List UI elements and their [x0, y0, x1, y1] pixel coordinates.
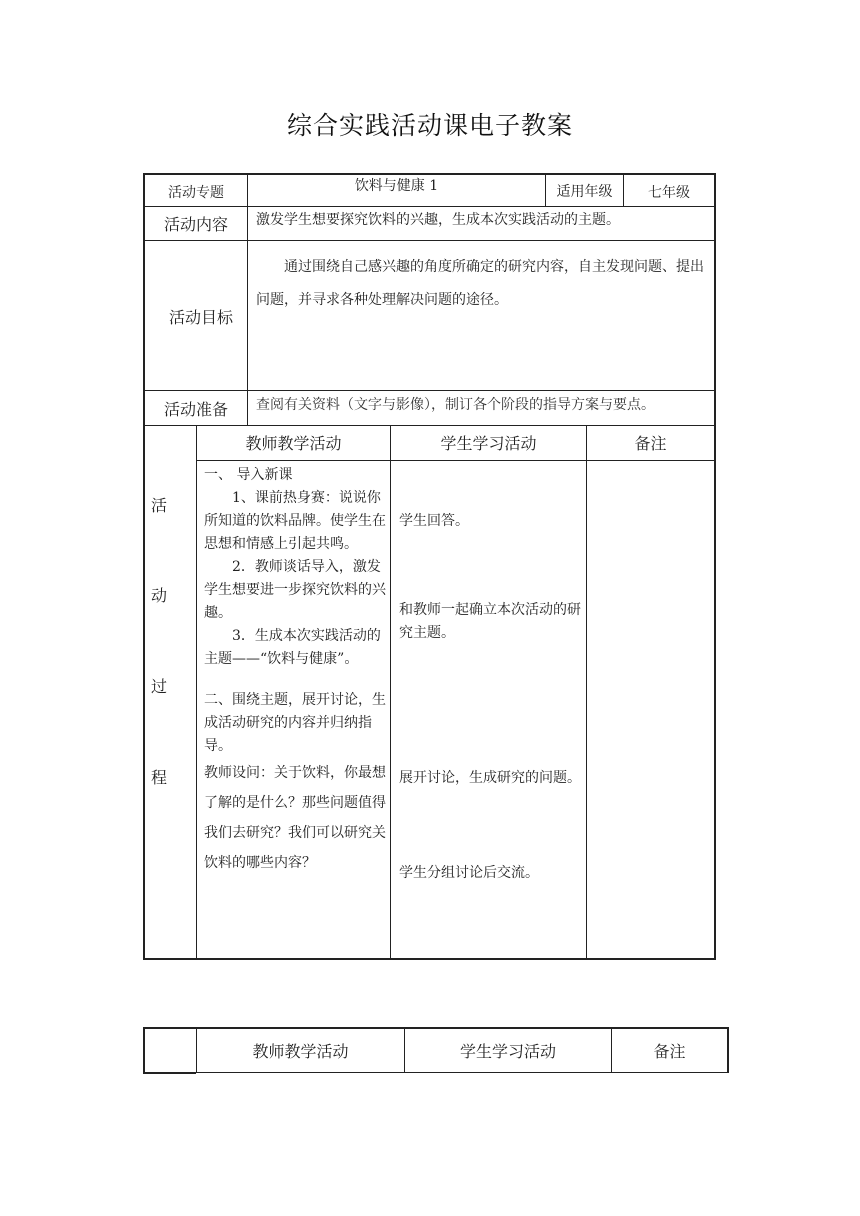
table-rule — [143, 390, 716, 391]
table-border-left — [143, 173, 145, 960]
table-border-right — [714, 173, 716, 960]
table-rule — [143, 240, 716, 241]
list-item: 教师设问：关于饮料，你最想了解的是什么？那些问题值得我们去研究？我们可以研究关饮料的哪些内容？ — [204, 765, 386, 871]
col-header-student: 学生学习活动 — [440, 434, 537, 453]
table-border-bottom — [143, 1072, 196, 1074]
col-header-notes: 备注 — [634, 434, 667, 453]
table-rule — [247, 173, 248, 425]
table-rule — [586, 425, 587, 959]
grade-value: 七年级 — [648, 185, 690, 201]
col-header-student: 学生学习活动 — [459, 1042, 556, 1061]
grade-label: 适用年级 — [556, 184, 613, 200]
table-rule — [390, 425, 391, 959]
topic-value: 饮料与健康 1 — [354, 178, 439, 194]
prep-value: 查阅有关资料（文字与影像），制订各个阶段的指导方案与要点。 — [256, 397, 655, 413]
page-title: 综合实践活动课电子教案 — [286, 111, 573, 140]
topic-label: 活动专题 — [168, 185, 224, 201]
goal-value: 通过围绕自己感兴趣的角度所确定的研究内容，自主发现问题、提出问题，并寻求各种处理解决问题的途径。 — [256, 259, 704, 308]
list-item: 3．生成本次实践活动的主题——“饮料与健康”。 — [204, 628, 381, 667]
table-border-left — [143, 1027, 145, 1074]
table-border-top — [143, 1027, 729, 1029]
goal-label: 活动目标 — [168, 308, 233, 327]
col-header-notes: 备注 — [653, 1042, 686, 1061]
list-item: 二、围绕主题，展开讨论，生成活动研究的内容并归纳指导。 — [204, 692, 386, 754]
process-side-char: 程 — [151, 768, 168, 787]
prep-label: 活动准备 — [163, 400, 228, 419]
process-side-char: 活 — [151, 496, 168, 515]
col-header-teacher: 教师教学活动 — [252, 1042, 349, 1061]
table-rule — [143, 206, 716, 207]
list-item: 一、 导入新课 — [204, 467, 293, 483]
process-side-char: 动 — [151, 586, 168, 605]
list-item: 1、课前热身赛：说说你所知道的饮料品牌。使学生在思想和情感上引起共鸣。 — [204, 490, 386, 552]
process-side-char: 过 — [151, 677, 168, 696]
student-activity: 学生分组讨论后交流。 — [399, 865, 539, 881]
table-rule — [196, 460, 716, 461]
list-item: 2．教师谈话导入，激发学生想要进一步探究饮料的兴趣。 — [204, 559, 386, 621]
table-border-bottom — [143, 958, 716, 960]
table-rule — [196, 425, 197, 959]
table-rule — [143, 425, 716, 426]
content-value: 激发学生想要探究饮料的兴趣，生成本次实践活动的主题。 — [256, 212, 620, 228]
col-header-teacher: 教师教学活动 — [245, 434, 342, 453]
table-border-right — [727, 1027, 729, 1073]
student-activity: 展开讨论，生成研究的问题。 — [399, 770, 581, 786]
student-activity: 学生回答。 — [399, 513, 469, 529]
content-label: 活动内容 — [163, 215, 228, 234]
table-rule — [196, 1072, 729, 1073]
student-activity: 和教师一起确立本次活动的研究主题。 — [399, 602, 581, 641]
teacher-activity-list — [204, 464, 387, 878]
